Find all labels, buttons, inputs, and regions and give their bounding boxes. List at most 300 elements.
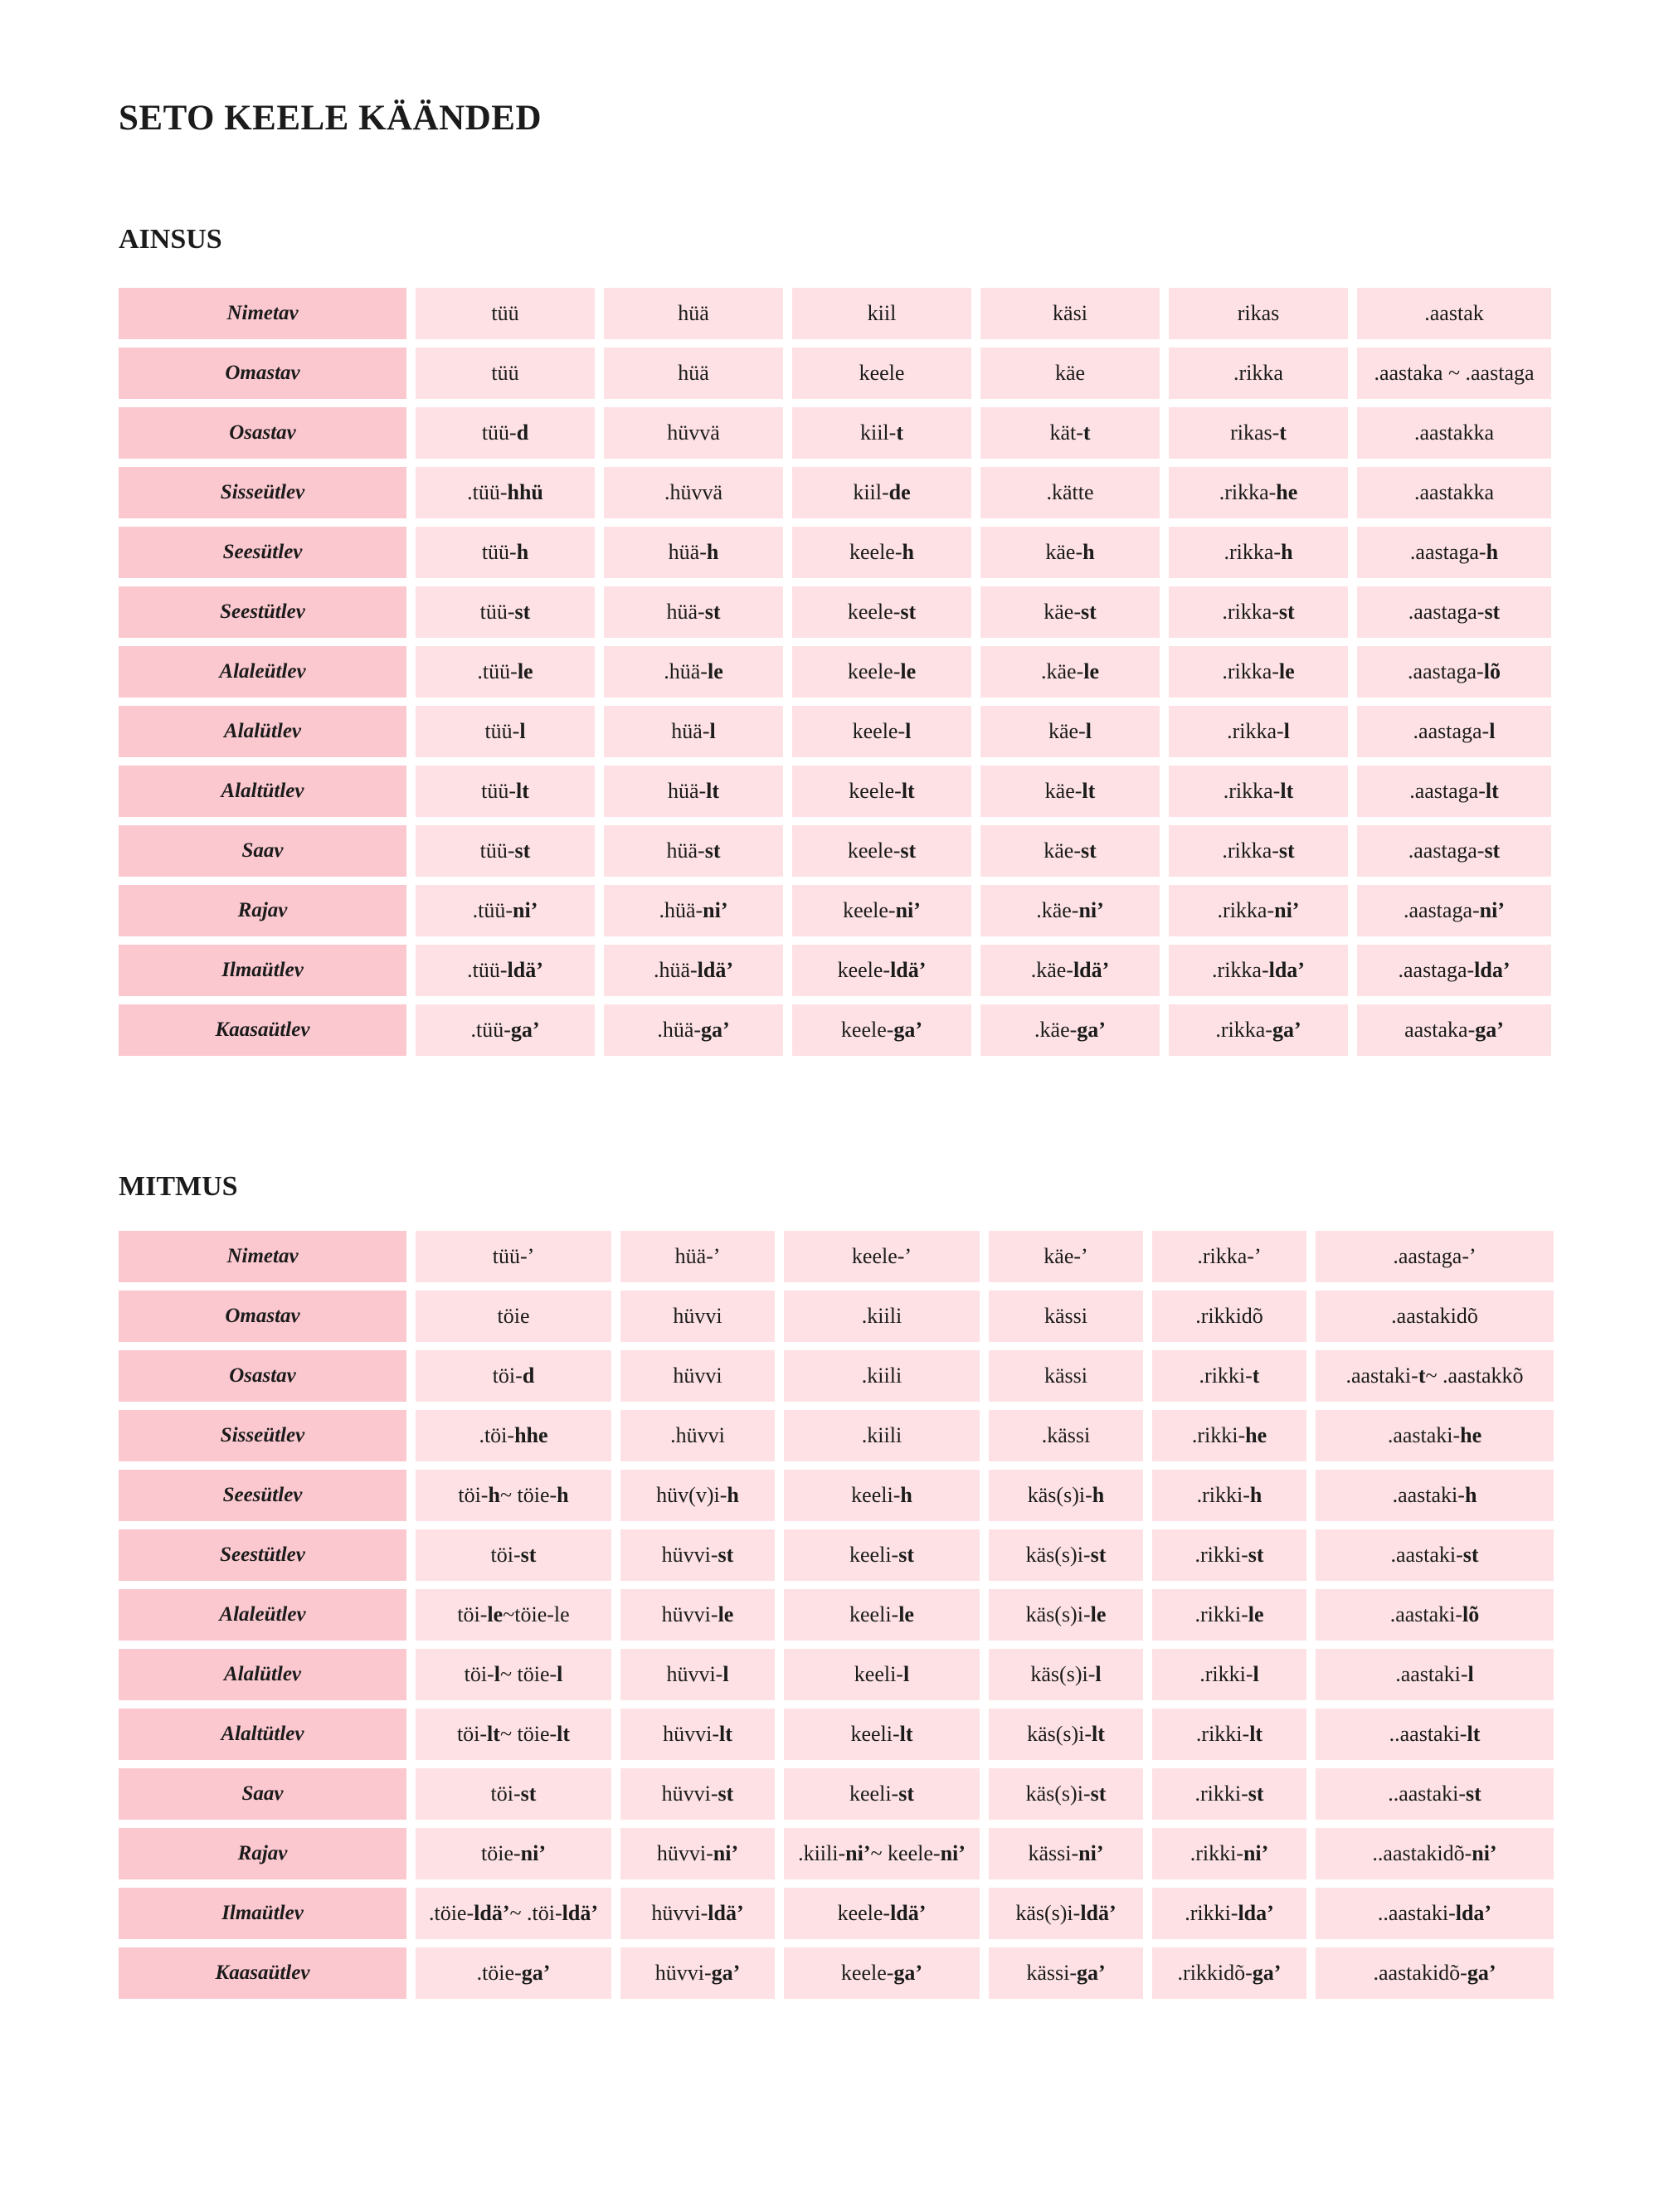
form-cell [416,1231,611,1282]
ending-segment: l [1283,719,1290,743]
form-cell [416,1004,595,1056]
form-cell [1169,586,1348,638]
ending-segment: ni’ [1078,1841,1104,1865]
ending-segment: ni’ [513,898,538,922]
form-cell [416,1470,611,1521]
ending-segment: t [1252,1364,1260,1388]
ending-segment: ni’ [1479,898,1505,922]
ending-segment: st [704,600,721,624]
ending-segment: ga’ [893,1018,923,1042]
stem-segment: .aastaga- [1408,600,1485,624]
form-cell [792,1004,971,1056]
stem-segment: .tüü- [477,659,518,683]
form-cell [792,586,971,638]
stem-segment: .aastakidõ- [1373,1961,1467,1985]
case-label: Sisseütlev [119,467,406,518]
ending-segment: ga’ [510,1018,540,1042]
stem-segment: keele [859,361,905,385]
stem-segment: .rikki- [1195,1722,1250,1746]
case-label: Osastav [119,1350,406,1402]
stem-segment: ~ keele- [870,1841,941,1865]
form-cell [416,1768,611,1820]
ending-segment: lda’ [1474,958,1511,982]
stem-segment: tüü- [481,540,517,564]
ending-segment: st [1278,600,1295,624]
stem-segment: rikas [1237,301,1280,325]
ending-segment: le [707,659,723,683]
form-cell [620,1231,775,1282]
stem-segment: .aastaki- [1345,1364,1418,1388]
form-cell [604,646,783,698]
form-cell [1316,1649,1554,1700]
stem-segment: töi- [464,1662,494,1686]
form-cell [1169,407,1348,459]
stem-segment: .aastaka ~ .aastaga [1374,361,1535,385]
stem-segment: keele- [849,540,902,564]
form-cell [604,288,783,339]
form-cell [416,1828,611,1879]
stem-segment: käe- [1048,719,1086,743]
stem-segment: .töie- [476,1961,522,1985]
stem-segment: hüvvi- [661,1782,718,1806]
ending-segment: t [1418,1364,1426,1388]
form-cell [1357,467,1551,518]
stem-segment: käs(s)i- [1030,1662,1096,1686]
form-cell [1152,1470,1306,1521]
stem-segment: .aastaki- [1395,1662,1468,1686]
stem-segment: .hüvvi [670,1423,725,1447]
ending-segment: ni’ [1243,1841,1269,1865]
form-cell [784,1947,980,1999]
section-title-mitmus: MITMUS [119,1171,238,1202]
page-title: SETO KEELE KÄÄNDED [119,99,542,138]
form-cell [604,586,783,638]
ending-segment: l [494,1662,500,1686]
form-cell [620,1529,775,1581]
form-cell [604,885,783,936]
stem-segment: hüä- [668,540,707,564]
case-label: Omastav [119,348,406,399]
ending-segment: st [1248,1543,1264,1567]
stem-segment: .kätte [1046,480,1094,504]
ending-segment: lõ [1483,659,1501,683]
form-cell [784,1291,980,1342]
form-cell [989,1589,1143,1641]
form-cell [1152,1947,1306,1999]
form-cell [792,288,971,339]
stem-segment: keele- [849,779,902,803]
form-cell [1152,1231,1306,1282]
case-label: Alaleütlev [119,646,406,698]
form-cell [792,527,971,578]
form-cell [416,1529,611,1581]
ending-segment: lõ [1462,1602,1480,1626]
ending-segment: l [1489,719,1496,743]
stem-segment: keele- [840,1018,894,1042]
ending-segment: ni’ [940,1841,966,1865]
form-cell [1316,1888,1554,1939]
stem-segment: käe- [1044,839,1081,863]
stem-segment: .rikki- [1199,1364,1253,1388]
form-cell [784,1529,980,1581]
form-cell [620,1350,775,1402]
ending-segment: lt [557,1722,571,1746]
ending-segment: st [1090,1782,1107,1806]
stem-segment: käe- [1044,779,1082,803]
case-label: Rajav [119,885,406,936]
stem-segment: .aastaga- [1398,958,1475,982]
stem-segment: .kiili [861,1364,902,1388]
stem-segment: .aastaga- [1409,779,1486,803]
stem-segment: kässi [1044,1364,1087,1388]
form-cell [604,527,783,578]
stem-segment: käs(s)i- [1015,1901,1081,1925]
form-cell [416,1291,611,1342]
ending-segment: lda’ [1268,958,1305,982]
ending-segment: st [718,1782,734,1806]
stem-segment: .tüü- [467,958,508,982]
stem-segment: kässi- [1028,1841,1079,1865]
ending-segment: st [900,839,917,863]
form-cell [980,706,1160,757]
stem-segment: hüä [678,301,709,325]
form-cell [1152,1350,1306,1402]
form-cell [784,1709,980,1760]
ending-segment: st [520,1782,537,1806]
case-label: Osastav [119,407,406,459]
ending-segment: l [1253,1662,1259,1686]
form-cell [1316,1709,1554,1760]
form-cell [416,766,595,817]
form-cell [416,1410,611,1461]
stem-segment: hüv(v)i- [656,1483,727,1507]
ending-segment: le [1090,1602,1107,1626]
ending-segment: t [896,421,903,445]
stem-segment: rikas- [1230,421,1280,445]
ending-segment: hhe [514,1423,548,1447]
stem-segment: keele- [843,898,896,922]
form-cell [604,945,783,996]
table-mitmus [119,1231,1554,1999]
stem-segment: keeli- [850,1722,900,1746]
stem-segment: ~ töie- [499,1662,557,1686]
form-cell [784,1888,980,1939]
form-cell [1316,1828,1554,1879]
ending-segment: st [1484,839,1501,863]
form-cell [1169,766,1348,817]
stem-segment: käe- [1045,540,1083,564]
stem-segment: .aastakka [1413,480,1494,504]
ending-segment: ni’ [713,1841,739,1865]
stem-segment: ~ .töi- [509,1901,562,1925]
case-label: Nimetav [119,1231,406,1282]
stem-segment: hüvvi- [666,1662,723,1686]
ending-segment: st [718,1543,734,1567]
ending-segment: h [706,540,719,564]
stem-segment: .töi- [479,1423,515,1447]
form-cell [604,348,783,399]
stem-segment: .aastakidõ [1391,1304,1478,1328]
ending-segment: st [704,839,721,863]
case-label: Sisseütlev [119,1410,406,1461]
stem-segment: .käe- [1030,958,1073,982]
form-cell [980,945,1160,996]
stem-segment: .rikki- [1185,1901,1238,1925]
form-cell [416,527,595,578]
stem-segment: tüü- [481,779,516,803]
case-label: Ilmaütlev [119,945,406,996]
ending-segment: le [1083,659,1099,683]
stem-segment: hüvvi- [663,1722,719,1746]
ending-segment: ga’ [1077,1961,1106,1985]
stem-segment: hüä [678,361,709,385]
ending-segment: le [487,1602,504,1626]
ending-segment: ni’ [845,1841,871,1865]
stem-segment: .aastaki- [1387,1423,1461,1447]
case-label: Alalütlev [119,706,406,757]
form-cell [604,825,783,877]
ending-segment: lt [1082,779,1096,803]
ending-segment: st [1080,839,1097,863]
ending-segment: ldä’ [507,958,543,982]
stem-segment: ..aastaki- [1389,1722,1467,1746]
ending-segment: st [514,600,531,624]
ending-segment: le [898,1602,914,1626]
form-cell [792,825,971,877]
form-cell [416,1947,611,1999]
stem-segment: .aastaga-’ [1393,1244,1477,1268]
form-cell [784,1589,980,1641]
stem-segment: .rikka- [1222,839,1279,863]
form-cell [1152,1888,1306,1939]
stem-segment: käe [1054,361,1086,385]
form-cell [1152,1828,1306,1879]
form-cell [1316,1470,1554,1521]
stem-segment: tüü-’ [492,1244,535,1268]
ending-segment: st [1278,839,1295,863]
stem-segment: .kiili- [798,1841,846,1865]
ending-segment: le [517,659,533,683]
ending-segment: l [1467,1662,1474,1686]
form-cell [980,766,1160,817]
form-cell [1152,1649,1306,1700]
ending-segment: h [902,540,914,564]
form-cell [1169,467,1348,518]
form-cell [416,407,595,459]
form-cell [620,1768,775,1820]
stem-segment: .käe- [1036,898,1079,922]
form-cell [1316,1768,1554,1820]
stem-segment: .hüä- [659,898,703,922]
stem-segment: .hüä- [657,1018,702,1042]
stem-segment: aastaka- [1404,1018,1476,1042]
form-cell [1152,1589,1306,1641]
form-cell [1152,1529,1306,1581]
stem-segment: ~ töie- [499,1722,557,1746]
stem-segment: .rikki- [1190,1841,1243,1865]
form-cell [784,1231,980,1282]
stem-segment: keele- [847,600,901,624]
case-label: Seesütlev [119,1470,406,1521]
ending-segment: st [1484,600,1501,624]
form-cell [980,407,1160,459]
section-title-ainsus: AINSUS [119,224,222,255]
form-cell [1357,885,1551,936]
form-cell [1357,407,1551,459]
form-cell [620,1410,775,1461]
ending-segment: le [900,659,917,683]
stem-segment: kässi- [1026,1961,1077,1985]
ending-segment: lt [901,779,915,803]
stem-segment: töi- [456,1722,488,1746]
form-cell [1169,825,1348,877]
stem-segment: käsi [1053,301,1087,325]
ending-segment: lda’ [1238,1901,1274,1925]
stem-segment: käs(s)i- [1025,1602,1091,1626]
stem-segment: kiil- [853,480,889,504]
stem-segment: .rikka- [1212,958,1269,982]
ending-segment: l [1085,719,1092,743]
ending-segment: le [718,1602,734,1626]
stem-segment: ..aastaki- [1377,1901,1456,1925]
form-cell [1357,825,1551,877]
form-cell [1357,288,1551,339]
stem-segment: .rikki- [1196,1483,1250,1507]
stem-segment: keele- [847,659,901,683]
stem-segment: .rikka-’ [1197,1244,1262,1268]
ending-segment: t [1082,421,1091,445]
ending-segment: d [516,421,529,445]
ending-segment: lt [1249,1722,1263,1746]
form-cell [416,288,595,339]
stem-segment: .rikkidõ- [1177,1961,1253,1985]
stem-segment: töi- [490,1543,521,1567]
form-cell [1316,1589,1554,1641]
form-cell [784,1768,980,1820]
stem-segment: töi- [457,1602,488,1626]
stem-segment: ..aastakidõ- [1372,1841,1472,1865]
form-cell [980,467,1160,518]
ending-segment: de [888,480,911,504]
ending-segment: ldä’ [708,1901,744,1925]
ending-segment: ga’ [711,1961,741,1985]
ending-segment: st [900,600,917,624]
form-cell [416,586,595,638]
stem-segment: hüvvi- [651,1901,708,1925]
form-cell [416,825,595,877]
case-label: Alaltütlev [119,766,406,817]
form-cell [989,1649,1143,1700]
stem-segment: .aastaga- [1409,540,1486,564]
stem-segment: tüü- [484,719,520,743]
form-cell [416,1649,611,1700]
ending-segment: ldä’ [697,958,734,982]
stem-segment: .rikki- [1194,1602,1248,1626]
ending-segment: h [900,1483,912,1507]
stem-segment: hüä- [666,839,705,863]
form-cell [1152,1410,1306,1461]
form-cell [620,1828,775,1879]
ending-segment: l [722,1662,729,1686]
stem-segment: .tüü- [470,1018,511,1042]
stem-segment: kiil- [859,421,897,445]
form-cell [784,1410,980,1461]
ending-segment: h [1249,1483,1262,1507]
form-cell [416,945,595,996]
ending-segment: lt [487,1722,500,1746]
form-cell [1152,1768,1306,1820]
form-cell [1316,1410,1554,1461]
ending-segment: t [1279,421,1287,445]
form-cell [1169,945,1348,996]
ending-segment: ni’ [1472,1841,1497,1865]
form-cell [989,1828,1143,1879]
form-cell [792,467,971,518]
ending-segment: st [898,1782,914,1806]
ending-segment: st [1248,1782,1264,1806]
ending-segment: lt [1280,779,1294,803]
stem-segment: kässi [1044,1304,1087,1328]
ending-segment: ga’ [701,1018,730,1042]
stem-segment: .rikka- [1222,600,1279,624]
ending-segment: ldä’ [562,1901,598,1925]
form-cell [792,407,971,459]
table-ainsus [119,288,1551,1056]
stem-segment: ..aastaki- [1388,1782,1467,1806]
ending-segment: lt [719,1722,732,1746]
stem-segment: .aastaki- [1392,1483,1465,1507]
stem-segment: hüvvi- [661,1543,718,1567]
stem-segment: hüä- [666,600,705,624]
stem-segment: ~töie-le [503,1602,570,1626]
stem-segment: keeli- [854,1662,903,1686]
form-cell [416,646,595,698]
stem-segment: töi- [490,1782,521,1806]
stem-segment: keele- [837,1901,891,1925]
ending-segment: l [709,719,716,743]
stem-segment: keeli- [849,1602,899,1626]
ending-segment: ni’ [1274,898,1300,922]
ending-segment: le [1248,1602,1264,1626]
stem-segment: .rikkidõ [1195,1304,1263,1328]
ending-segment: ga’ [1252,1961,1282,1985]
stem-segment: .rikka- [1219,480,1277,504]
case-label: Ilmaütlev [119,1888,406,1939]
form-cell [1169,348,1348,399]
form-cell [1357,766,1551,817]
form-cell [1169,706,1348,757]
stem-segment: tüü- [479,600,515,624]
form-cell [416,1709,611,1760]
ending-segment: ga’ [521,1961,551,1985]
stem-segment: käe-’ [1044,1244,1088,1268]
ending-segment: st [520,1543,537,1567]
stem-segment: .aastaga- [1403,898,1480,922]
form-cell [620,1709,775,1760]
ending-segment: ni’ [703,898,728,922]
stem-segment: keele- [847,839,901,863]
form-cell [980,586,1160,638]
ending-segment: lt [1092,1722,1105,1746]
ending-segment: h [516,540,529,564]
stem-segment: tüü [491,301,519,325]
case-label: Saav [119,1768,406,1820]
stem-segment: käs(s)i- [1027,1722,1092,1746]
form-cell [980,1004,1160,1056]
stem-segment: .aastakka [1413,421,1494,445]
stem-segment: .rikki- [1194,1543,1248,1567]
stem-segment: keele- [852,719,906,743]
